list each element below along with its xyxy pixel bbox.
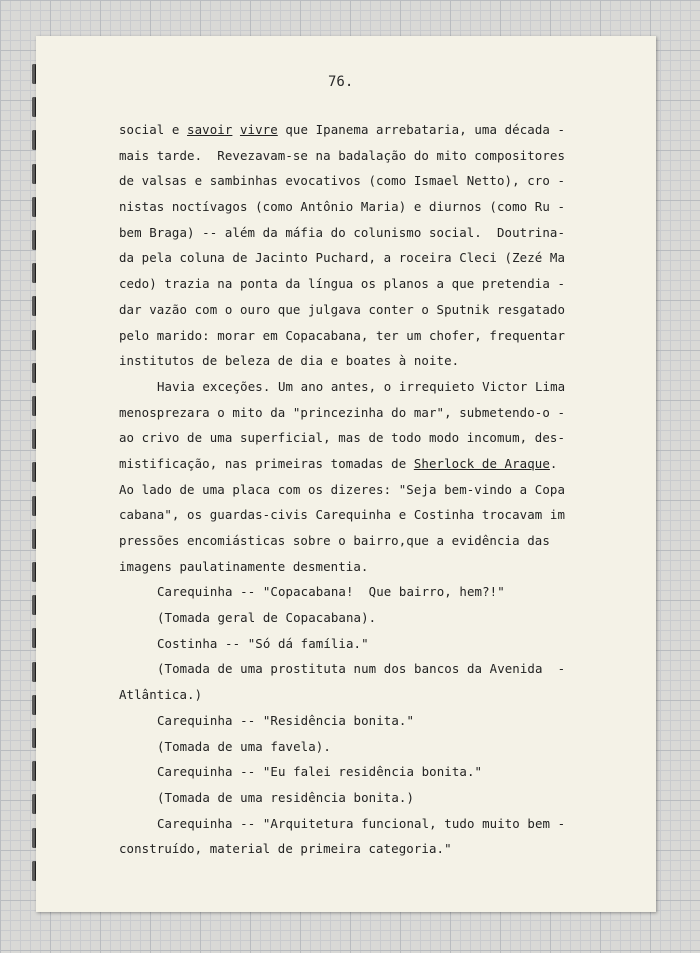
- text-line: [119, 759, 609, 785]
- typewritten-page: [36, 36, 656, 912]
- text-line: [119, 656, 609, 682]
- text-segment: ao crivo de uma superficial, mas de todo modo incomum, des-: [119, 430, 566, 446]
- text-line: [119, 528, 609, 554]
- underlined-text: savoir: [187, 122, 233, 137]
- text-segment: cabana", os guardas-civis Carequinha e Costinha trocavam im: [119, 507, 566, 523]
- text-segment: bem Braga) -- além da máfia do colunismo social. Doutrina-: [119, 224, 566, 240]
- text-line: [119, 297, 609, 323]
- text-line: [119, 271, 609, 297]
- text-line: [119, 836, 609, 862]
- text-line: [119, 168, 609, 194]
- text-segment: institutos de beleza de dia e boates à noite.: [119, 353, 460, 369]
- text-segment: imagens paulatinamente desmentia.: [119, 558, 369, 574]
- body-text: [119, 117, 609, 862]
- text-line: [119, 554, 609, 580]
- text-line: [119, 143, 609, 169]
- text-segment: (Tomada de uma prostituta num dos bancos da Avenida -: [157, 661, 566, 677]
- underlined-text: Sherlock de Araque: [413, 455, 550, 471]
- text-segment: Carequinha -- "Eu falei residência bonita.": [157, 764, 483, 780]
- text-segment: social e: [119, 122, 188, 137]
- text-segment: Carequinha -- "Copacabana! Que bairro, hem?!": [157, 584, 505, 600]
- text-segment: pelo marido: morar em Copacabana, ter um chofer, frequentar: [119, 327, 566, 343]
- text-segment: (Tomada de uma residência bonita.): [157, 789, 415, 805]
- text-segment: de valsas e sambinhas evocativos (como Ismael Netto), cro -: [119, 173, 566, 189]
- text-segment: menosprezara o mito da "princezinha do mar", submetendo-o -: [119, 404, 566, 420]
- text-segment: [232, 122, 240, 137]
- text-line: [119, 451, 609, 477]
- text-segment: dar vazão com o ouro que julgava conter o Sputnik resgatado: [119, 301, 566, 317]
- text-segment: Costinha -- "Só dá família.": [157, 635, 369, 651]
- text-segment: Ao lado de uma placa com os dizeres: "Seja bem-vindo a Copa: [119, 481, 566, 497]
- text-line: [119, 785, 609, 811]
- text-line: [119, 811, 609, 837]
- page-number: 76.: [328, 74, 354, 90]
- text-line: [119, 117, 609, 143]
- text-segment: mais tarde. Revezavam-se na badalação do mito compositores: [119, 147, 566, 163]
- text-line: [119, 502, 609, 528]
- text-line: [119, 708, 609, 734]
- text-line: [119, 734, 609, 760]
- text-line: [119, 579, 609, 605]
- text-line: [119, 194, 609, 220]
- text-segment: cedo) trazia na ponta da língua os planos a que pretendia -: [119, 276, 566, 292]
- text-line: [119, 605, 609, 631]
- text-segment: (Tomada geral de Copacabana).: [157, 610, 377, 626]
- text-segment: nistas noctívagos (como Antônio Maria) e diurnos (como Ru -: [119, 199, 566, 215]
- text-line: [119, 348, 609, 374]
- text-segment: Atlântica.): [119, 687, 203, 703]
- text-segment: Carequinha -- "Residência bonita.": [157, 712, 415, 728]
- text-segment: que Ipanema arrebataria, uma década -: [277, 122, 566, 137]
- text-line: [119, 425, 609, 451]
- text-segment: da pela coluna de Jacinto Puchard, a roceira Cleci (Zezé Ma: [119, 250, 566, 266]
- text-line: [119, 682, 609, 708]
- text-line: [119, 220, 609, 246]
- text-line: [119, 631, 609, 657]
- text-line: [119, 400, 609, 426]
- text-segment: Carequinha -- "Arquitetura funcional, tudo muito bem -: [157, 815, 566, 831]
- text-segment: .: [549, 455, 558, 471]
- text-segment: pressões encomiásticas sobre o bairro,que a evidência das: [119, 533, 550, 548]
- text-line: [119, 245, 609, 271]
- text-segment: construído, material de primeira categoria.": [119, 841, 452, 857]
- text-segment: Havia exceções. Um ano antes, o irrequieto Victor Lima: [157, 378, 566, 394]
- underlined-text: vivre: [239, 122, 278, 137]
- text-line: [119, 477, 609, 503]
- text-segment: mistificação, nas primeiras tomadas de: [119, 455, 414, 471]
- text-segment: (Tomada de uma favela).: [157, 738, 331, 754]
- text-line: [119, 323, 609, 349]
- text-line: [119, 374, 609, 400]
